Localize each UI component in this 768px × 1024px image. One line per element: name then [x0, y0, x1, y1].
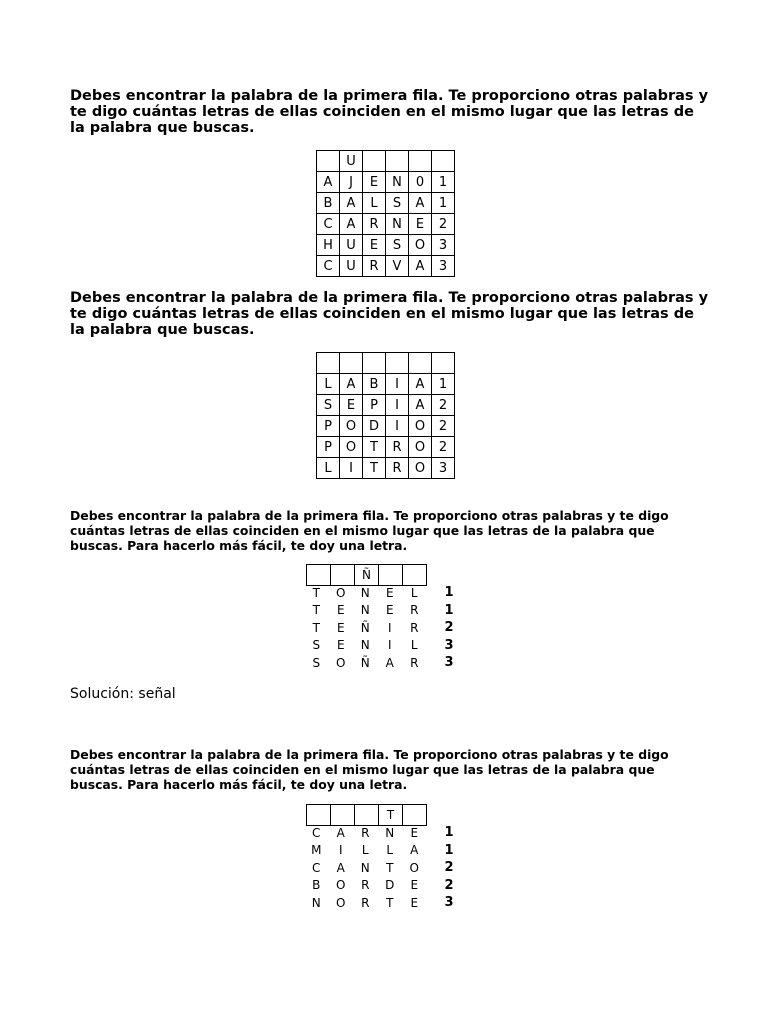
grid-cell: I [386, 395, 409, 416]
puzzle3-word-list [304, 584, 454, 672]
word-letter: T [312, 603, 320, 618]
grid-cell: L [363, 193, 386, 214]
hint-cell: T [378, 804, 403, 826]
grid-row [317, 374, 455, 395]
grid-cell: P [317, 416, 340, 437]
hint-cell [402, 804, 427, 826]
puzzle2-instructions: Debes encontrar la palabra de la primera fila. Te proporciono otras palabras y te digo cuántas letras de ellas coinciden en el mismo lugar que las letras de la palabra que buscas. [70, 290, 709, 338]
grid-cell: A [409, 395, 432, 416]
word-letter: E [410, 895, 419, 910]
word-letter: R [361, 878, 370, 893]
word-letter: I [338, 843, 343, 858]
hint-cell [306, 804, 331, 826]
word-letter: R [361, 825, 370, 840]
grid-row [317, 235, 455, 256]
grid-row [317, 214, 455, 235]
grid-cell: O [409, 235, 432, 256]
word-letter: E [336, 620, 345, 635]
puzzle4-word-list [304, 824, 454, 912]
grid-count: 2 [432, 214, 455, 235]
grid-cell [432, 353, 455, 374]
word-letter: R [410, 603, 419, 618]
word-letter: A [385, 655, 394, 670]
grid-row [317, 172, 455, 193]
grid-cell: A [409, 193, 432, 214]
grid-cell: N [386, 214, 409, 235]
grid-cell: O [409, 416, 432, 437]
grid-cell: S [386, 235, 409, 256]
word-letter: M [311, 843, 322, 858]
word-row [304, 654, 454, 672]
word-letter: N [360, 585, 370, 600]
grid-row [317, 416, 455, 437]
grid-count: 3 [432, 256, 455, 277]
grid-cell: R [363, 256, 386, 277]
word-letter: N [360, 860, 370, 875]
puzzle1-instructions: Debes encontrar la palabra de la primera fila. Te proporciono otras palabras y te digo cuántas letras de ellas coinciden en el mismo lugar que las letras de la palabra que buscas. [70, 88, 709, 136]
grid-row [317, 395, 455, 416]
grid-cell [386, 353, 409, 374]
grid-count: 1 [432, 374, 455, 395]
grid-row [317, 256, 455, 277]
word-letter: T [386, 895, 394, 910]
word-letter: D [385, 878, 395, 893]
grid-cell: I [386, 416, 409, 437]
word-letter: S [312, 638, 321, 653]
word-letter: O [336, 878, 346, 893]
word-letter: N [360, 638, 370, 653]
word-letter: C [312, 825, 321, 840]
word-letter: L [361, 843, 369, 858]
word-letter: N [385, 825, 395, 840]
grid-cell [317, 151, 340, 172]
grid-cell: N [386, 172, 409, 193]
hint-cell [354, 804, 379, 826]
grid-cell: A [409, 374, 432, 395]
grid-cell: A [409, 256, 432, 277]
grid-header-row [317, 151, 455, 172]
word-count: 3 [444, 637, 454, 653]
word-letter: A [336, 825, 345, 840]
word-count: 3 [444, 895, 454, 911]
word-row [304, 859, 454, 877]
hint-cell: Ñ [354, 564, 379, 586]
word-letter: Ñ [360, 620, 370, 635]
word-row [304, 584, 454, 602]
word-count: 1 [444, 842, 454, 858]
word-letter: I [387, 620, 392, 635]
word-letter: O [336, 655, 346, 670]
word-letter: T [386, 860, 394, 875]
hint-cell [330, 804, 355, 826]
grid-cell: S [386, 193, 409, 214]
grid-cell: R [386, 437, 409, 458]
word-row [304, 619, 454, 637]
word-row [304, 602, 454, 620]
word-letter: N [360, 603, 370, 618]
puzzle4-hint-row [306, 804, 427, 826]
grid-row [317, 193, 455, 214]
grid-cell: P [317, 437, 340, 458]
hint-cell [402, 564, 427, 586]
word-letter: R [361, 895, 370, 910]
grid-count: 1 [432, 172, 455, 193]
hint-cell [330, 564, 355, 586]
grid-cell: I [340, 458, 363, 479]
grid-cell: L [317, 374, 340, 395]
word-count: 1 [444, 602, 454, 618]
puzzle2-grid [316, 352, 455, 479]
grid-cell: E [363, 172, 386, 193]
hint-cell [306, 564, 331, 586]
grid-cell: C [317, 214, 340, 235]
puzzle4-instructions: Debes encontrar la palabra de la primera fila. Te proporciono otras palabras y te digo cuántas letras de ellas coinciden en el mismo lugar que las letras de la palabra que buscas. Para hacerlo más fácil, te doy una letra. [70, 747, 669, 792]
grid-cell [386, 151, 409, 172]
grid-cell: H [317, 235, 340, 256]
grid-cell [317, 353, 340, 374]
grid-cell: C [317, 256, 340, 277]
grid-cell: E [340, 395, 363, 416]
word-count: 1 [444, 825, 454, 841]
puzzle3-instructions: Debes encontrar la palabra de la primera fila. Te proporciono otras palabras y te digo cuántas letras de ellas coinciden en el mismo lugar que las letras de la palabra que buscas. Para hacerlo más fácil, te doy una letra. [70, 508, 669, 553]
word-letter: L [410, 638, 418, 653]
word-letter: O [409, 860, 419, 875]
puzzle3-hint-row [306, 564, 427, 586]
grid-cell: O [409, 437, 432, 458]
word-letter: A [336, 860, 345, 875]
grid-cell: U [340, 235, 363, 256]
grid-cell: A [340, 214, 363, 235]
grid-cell [363, 151, 386, 172]
grid-cell: B [363, 374, 386, 395]
grid-cell: O [340, 437, 363, 458]
grid-count: 3 [432, 458, 455, 479]
word-row [304, 637, 454, 655]
word-count: 2 [444, 860, 454, 876]
word-letter: E [410, 878, 419, 893]
grid-cell [363, 353, 386, 374]
word-letter: I [387, 638, 392, 653]
grid-cell: J [340, 172, 363, 193]
grid-cell: U [340, 256, 363, 277]
grid-cell: U [340, 151, 363, 172]
word-letter: E [336, 638, 345, 653]
grid-cell [409, 151, 432, 172]
word-row [304, 877, 454, 895]
word-count: 2 [444, 877, 454, 893]
word-letter: L [386, 843, 394, 858]
grid-cell: E [409, 214, 432, 235]
grid-header-row [317, 353, 455, 374]
word-row [304, 894, 454, 912]
word-letter: Ñ [360, 655, 370, 670]
word-letter: R [410, 620, 419, 635]
word-letter: L [410, 585, 418, 600]
word-count: 2 [444, 620, 454, 636]
grid-cell: A [340, 193, 363, 214]
grid-row [317, 437, 455, 458]
grid-count: 2 [432, 395, 455, 416]
hint-cell [378, 564, 403, 586]
puzzle3-solution: Solución: señal [70, 686, 176, 702]
grid-cell: S [317, 395, 340, 416]
grid-cell: 0 [409, 172, 432, 193]
grid-cell: V [386, 256, 409, 277]
grid-cell: P [363, 395, 386, 416]
grid-cell: L [317, 458, 340, 479]
word-row [304, 824, 454, 842]
grid-cell [432, 151, 455, 172]
grid-row [317, 458, 455, 479]
grid-cell: A [340, 374, 363, 395]
word-letter: N [311, 895, 321, 910]
grid-cell: T [363, 458, 386, 479]
word-letter: A [410, 843, 419, 858]
grid-cell: O [409, 458, 432, 479]
grid-cell: D [363, 416, 386, 437]
grid-cell: R [386, 458, 409, 479]
word-letter: R [410, 655, 419, 670]
grid-cell: B [317, 193, 340, 214]
word-letter: O [336, 585, 346, 600]
word-letter: E [385, 603, 394, 618]
grid-cell: A [317, 172, 340, 193]
word-letter: B [312, 878, 321, 893]
grid-cell [409, 353, 432, 374]
grid-count: 3 [432, 235, 455, 256]
grid-cell: I [386, 374, 409, 395]
word-row [304, 842, 454, 860]
word-letter: E [336, 603, 345, 618]
word-count: 3 [444, 655, 454, 671]
grid-cell: E [363, 235, 386, 256]
word-letter: E [385, 585, 394, 600]
grid-cell: R [363, 214, 386, 235]
word-letter: T [312, 620, 320, 635]
puzzle1-grid [316, 150, 455, 277]
word-letter: C [312, 860, 321, 875]
word-count: 1 [444, 585, 454, 601]
grid-count: 2 [432, 416, 455, 437]
word-letter: E [410, 825, 419, 840]
word-letter: T [312, 585, 320, 600]
grid-count: 2 [432, 437, 455, 458]
grid-count: 1 [432, 193, 455, 214]
word-letter: O [336, 895, 346, 910]
word-letter: S [312, 655, 321, 670]
grid-cell [340, 353, 363, 374]
grid-cell: T [363, 437, 386, 458]
grid-cell: O [340, 416, 363, 437]
